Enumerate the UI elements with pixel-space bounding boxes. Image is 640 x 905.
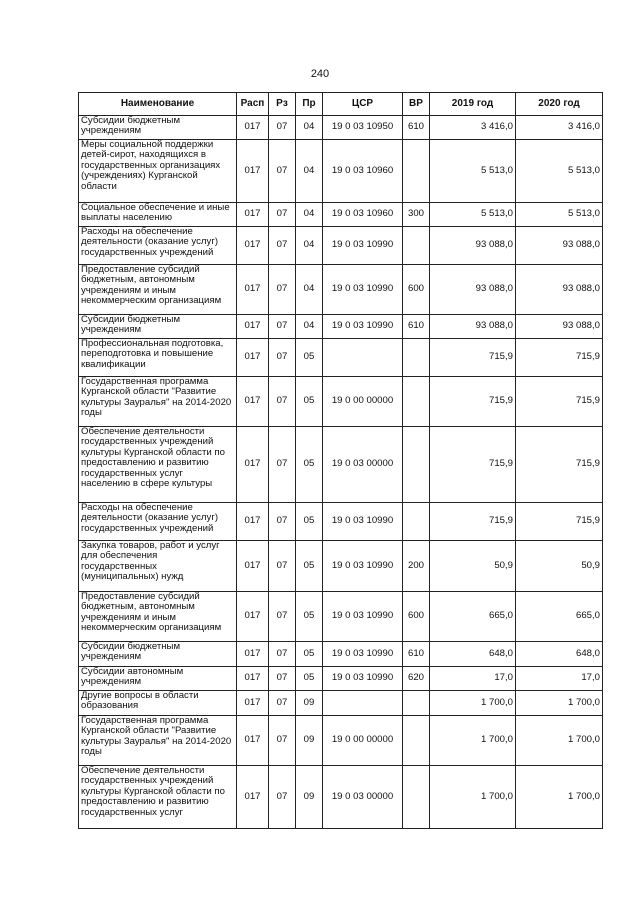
cell-name: Расходы на обеспечение деятельности (оказание услуг) государственных учреждений <box>79 227 237 265</box>
cell-name: Государственная программа Курганской области "Развитие культуры Зауралья" на 2014-2020 годы <box>79 377 237 427</box>
cell-2019: 1 700,0 <box>430 716 516 766</box>
cell-rasp: 017 <box>237 503 269 541</box>
cell-pr: 04 <box>296 140 323 203</box>
cell-2020: 715,9 <box>516 503 603 541</box>
cell-name: Профессиональная подготовка, переподготовка и повышение квалификации <box>79 339 237 377</box>
cell-vr: 620 <box>403 667 430 691</box>
cell-pr: 05 <box>296 427 323 503</box>
cell-rasp: 017 <box>237 541 269 592</box>
cell-pr: 04 <box>296 227 323 265</box>
cell-vr: 300 <box>403 203 430 227</box>
cell-name: Предоставление субсидий бюджетным, автономным учреждениям и иным некоммерческим организациям <box>79 592 237 642</box>
cell-rasp: 017 <box>237 667 269 691</box>
cell-2019: 50,9 <box>430 541 516 592</box>
cell-2020: 3 416,0 <box>516 116 603 140</box>
header-2020: 2020 год <box>516 93 603 116</box>
cell-pr: 04 <box>296 116 323 140</box>
cell-name: Субсидии бюджетным учреждениям <box>79 315 237 339</box>
header-2019: 2019 год <box>430 93 516 116</box>
cell-vr <box>403 339 430 377</box>
header-rasp: Расп <box>237 93 269 116</box>
cell-2019: 715,9 <box>430 339 516 377</box>
cell-rasp: 017 <box>237 315 269 339</box>
table-row <box>79 265 603 315</box>
cell-name: Меры социальной поддержки детей-сирот, находящихся в государственных организациях (учреждениях) Курганской области <box>79 140 237 203</box>
cell-vr: 610 <box>403 642 430 667</box>
table-row <box>79 203 603 227</box>
header-vr: ВР <box>403 93 430 116</box>
table-row <box>79 339 603 377</box>
cell-vr: 600 <box>403 265 430 315</box>
table-row <box>79 691 603 716</box>
table-row <box>79 766 603 829</box>
cell-2020: 1 700,0 <box>516 691 603 716</box>
cell-rz: 07 <box>269 691 296 716</box>
cell-2020: 5 513,0 <box>516 140 603 203</box>
cell-rz: 07 <box>269 377 296 427</box>
cell-pr: 04 <box>296 203 323 227</box>
table-row <box>79 503 603 541</box>
table-row <box>79 592 603 642</box>
cell-rasp: 017 <box>237 766 269 829</box>
cell-vr: 610 <box>403 116 430 140</box>
cell-csr: 19 0 03 10990 <box>323 592 403 642</box>
cell-rasp: 017 <box>237 265 269 315</box>
cell-vr: 610 <box>403 315 430 339</box>
cell-vr: 600 <box>403 592 430 642</box>
cell-2019: 1 700,0 <box>430 691 516 716</box>
cell-vr <box>403 227 430 265</box>
cell-vr <box>403 377 430 427</box>
cell-2020: 17,0 <box>516 667 603 691</box>
cell-rz: 07 <box>269 642 296 667</box>
table-row <box>79 116 603 140</box>
table-row <box>79 427 603 503</box>
table-row <box>79 227 603 265</box>
cell-2020: 50,9 <box>516 541 603 592</box>
cell-pr: 09 <box>296 691 323 716</box>
cell-2019: 1 700,0 <box>430 766 516 829</box>
cell-2020: 5 513,0 <box>516 203 603 227</box>
cell-2020: 93 088,0 <box>516 265 603 315</box>
cell-rasp: 017 <box>237 203 269 227</box>
cell-2019: 5 513,0 <box>430 203 516 227</box>
cell-2020: 715,9 <box>516 339 603 377</box>
cell-csr: 19 0 03 10990 <box>323 667 403 691</box>
cell-rz: 07 <box>269 339 296 377</box>
cell-rz: 07 <box>269 315 296 339</box>
cell-vr: 200 <box>403 541 430 592</box>
header-rz: Рз <box>269 93 296 116</box>
cell-vr <box>403 140 430 203</box>
cell-2019: 715,9 <box>430 427 516 503</box>
cell-rasp: 017 <box>237 227 269 265</box>
cell-csr: 19 0 03 10990 <box>323 265 403 315</box>
cell-name: Социальное обеспечение и иные выплаты населению <box>79 203 237 227</box>
cell-pr: 05 <box>296 642 323 667</box>
cell-name: Субсидии автономным учреждениям <box>79 667 237 691</box>
cell-vr <box>403 766 430 829</box>
cell-csr: 19 0 03 00000 <box>323 427 403 503</box>
cell-name: Расходы на обеспечение деятельности (оказание услуг) государственных учреждений <box>79 503 237 541</box>
table-row <box>79 377 603 427</box>
table-row <box>79 642 603 667</box>
cell-csr <box>323 691 403 716</box>
header-row <box>79 93 603 116</box>
cell-pr: 05 <box>296 377 323 427</box>
cell-name: Субсидии бюджетным учреждениям <box>79 116 237 140</box>
table-row <box>79 140 603 203</box>
cell-rasp: 017 <box>237 642 269 667</box>
cell-2020: 715,9 <box>516 377 603 427</box>
cell-rz: 07 <box>269 116 296 140</box>
cell-2020: 93 088,0 <box>516 315 603 339</box>
header-name: Наименование <box>79 93 237 116</box>
cell-name: Предоставление субсидий бюджетным, автономным учреждениям и иным некоммерческим организациям <box>79 265 237 315</box>
cell-2019: 665,0 <box>430 592 516 642</box>
cell-2020: 93 088,0 <box>516 227 603 265</box>
cell-csr: 19 0 03 10960 <box>323 140 403 203</box>
cell-csr: 19 0 03 10990 <box>323 227 403 265</box>
cell-rz: 07 <box>269 667 296 691</box>
cell-pr: 05 <box>296 667 323 691</box>
cell-rasp: 017 <box>237 116 269 140</box>
table-row <box>79 667 603 691</box>
cell-pr: 04 <box>296 315 323 339</box>
cell-rz: 07 <box>269 427 296 503</box>
cell-csr: 19 0 00 00000 <box>323 716 403 766</box>
cell-rz: 07 <box>269 541 296 592</box>
page-number: 240 <box>310 68 330 80</box>
table-row <box>79 541 603 592</box>
cell-csr: 19 0 03 10990 <box>323 642 403 667</box>
cell-vr <box>403 716 430 766</box>
cell-pr: 05 <box>296 339 323 377</box>
cell-2019: 93 088,0 <box>430 227 516 265</box>
cell-rasp: 017 <box>237 691 269 716</box>
cell-2019: 5 513,0 <box>430 140 516 203</box>
table-row <box>79 315 603 339</box>
cell-pr: 05 <box>296 503 323 541</box>
cell-rasp: 017 <box>237 592 269 642</box>
cell-csr: 19 0 03 00000 <box>323 766 403 829</box>
cell-name: Закупка товаров, работ и услуг для обеспечения государственных (муниципальных) нужд <box>79 541 237 592</box>
cell-2020: 715,9 <box>516 427 603 503</box>
cell-2020: 665,0 <box>516 592 603 642</box>
cell-2019: 17,0 <box>430 667 516 691</box>
cell-rasp: 017 <box>237 140 269 203</box>
header-pr: Пр <box>296 93 323 116</box>
cell-vr <box>403 427 430 503</box>
cell-rasp: 017 <box>237 377 269 427</box>
cell-pr: 04 <box>296 265 323 315</box>
cell-name: Другие вопросы в области образования <box>79 691 237 716</box>
cell-rz: 07 <box>269 265 296 315</box>
cell-rz: 07 <box>269 140 296 203</box>
cell-rz: 07 <box>269 227 296 265</box>
cell-name: Субсидии бюджетным учреждениям <box>79 642 237 667</box>
cell-2020: 648,0 <box>516 642 603 667</box>
cell-2019: 93 088,0 <box>430 315 516 339</box>
cell-pr: 09 <box>296 766 323 829</box>
header-csr: ЦСР <box>323 93 403 116</box>
cell-rasp: 017 <box>237 339 269 377</box>
cell-name: Обеспечение деятельности государственных учреждений культуры Курганской области по предоставлению и развитию государственных услуг населению в сфере культуры <box>79 427 237 503</box>
cell-rz: 07 <box>269 766 296 829</box>
cell-2020: 1 700,0 <box>516 716 603 766</box>
cell-rasp: 017 <box>237 427 269 503</box>
cell-vr <box>403 691 430 716</box>
budget-table <box>78 92 603 829</box>
cell-rasp: 017 <box>237 716 269 766</box>
cell-name: Обеспечение деятельности государственных учреждений культуры Курганской области по предоставлению и развитию государственных услуг <box>79 766 237 829</box>
cell-2019: 648,0 <box>430 642 516 667</box>
cell-rz: 07 <box>269 503 296 541</box>
cell-csr: 19 0 03 10990 <box>323 503 403 541</box>
table-body <box>79 116 603 829</box>
cell-2019: 3 416,0 <box>430 116 516 140</box>
table-row <box>79 716 603 766</box>
cell-2020: 1 700,0 <box>516 766 603 829</box>
cell-pr: 05 <box>296 541 323 592</box>
cell-csr: 19 0 00 00000 <box>323 377 403 427</box>
cell-vr <box>403 503 430 541</box>
cell-name: Государственная программа Курганской области "Развитие культуры Зауралья" на 2014-2020 годы <box>79 716 237 766</box>
cell-rz: 07 <box>269 716 296 766</box>
cell-2019: 715,9 <box>430 377 516 427</box>
cell-pr: 09 <box>296 716 323 766</box>
cell-pr: 05 <box>296 592 323 642</box>
cell-csr: 19 0 03 10990 <box>323 541 403 592</box>
cell-csr: 19 0 03 10990 <box>323 315 403 339</box>
cell-rz: 07 <box>269 592 296 642</box>
cell-2019: 93 088,0 <box>430 265 516 315</box>
cell-csr <box>323 339 403 377</box>
cell-csr: 19 0 03 10950 <box>323 116 403 140</box>
cell-2019: 715,9 <box>430 503 516 541</box>
cell-csr: 19 0 03 10960 <box>323 203 403 227</box>
cell-rz: 07 <box>269 203 296 227</box>
